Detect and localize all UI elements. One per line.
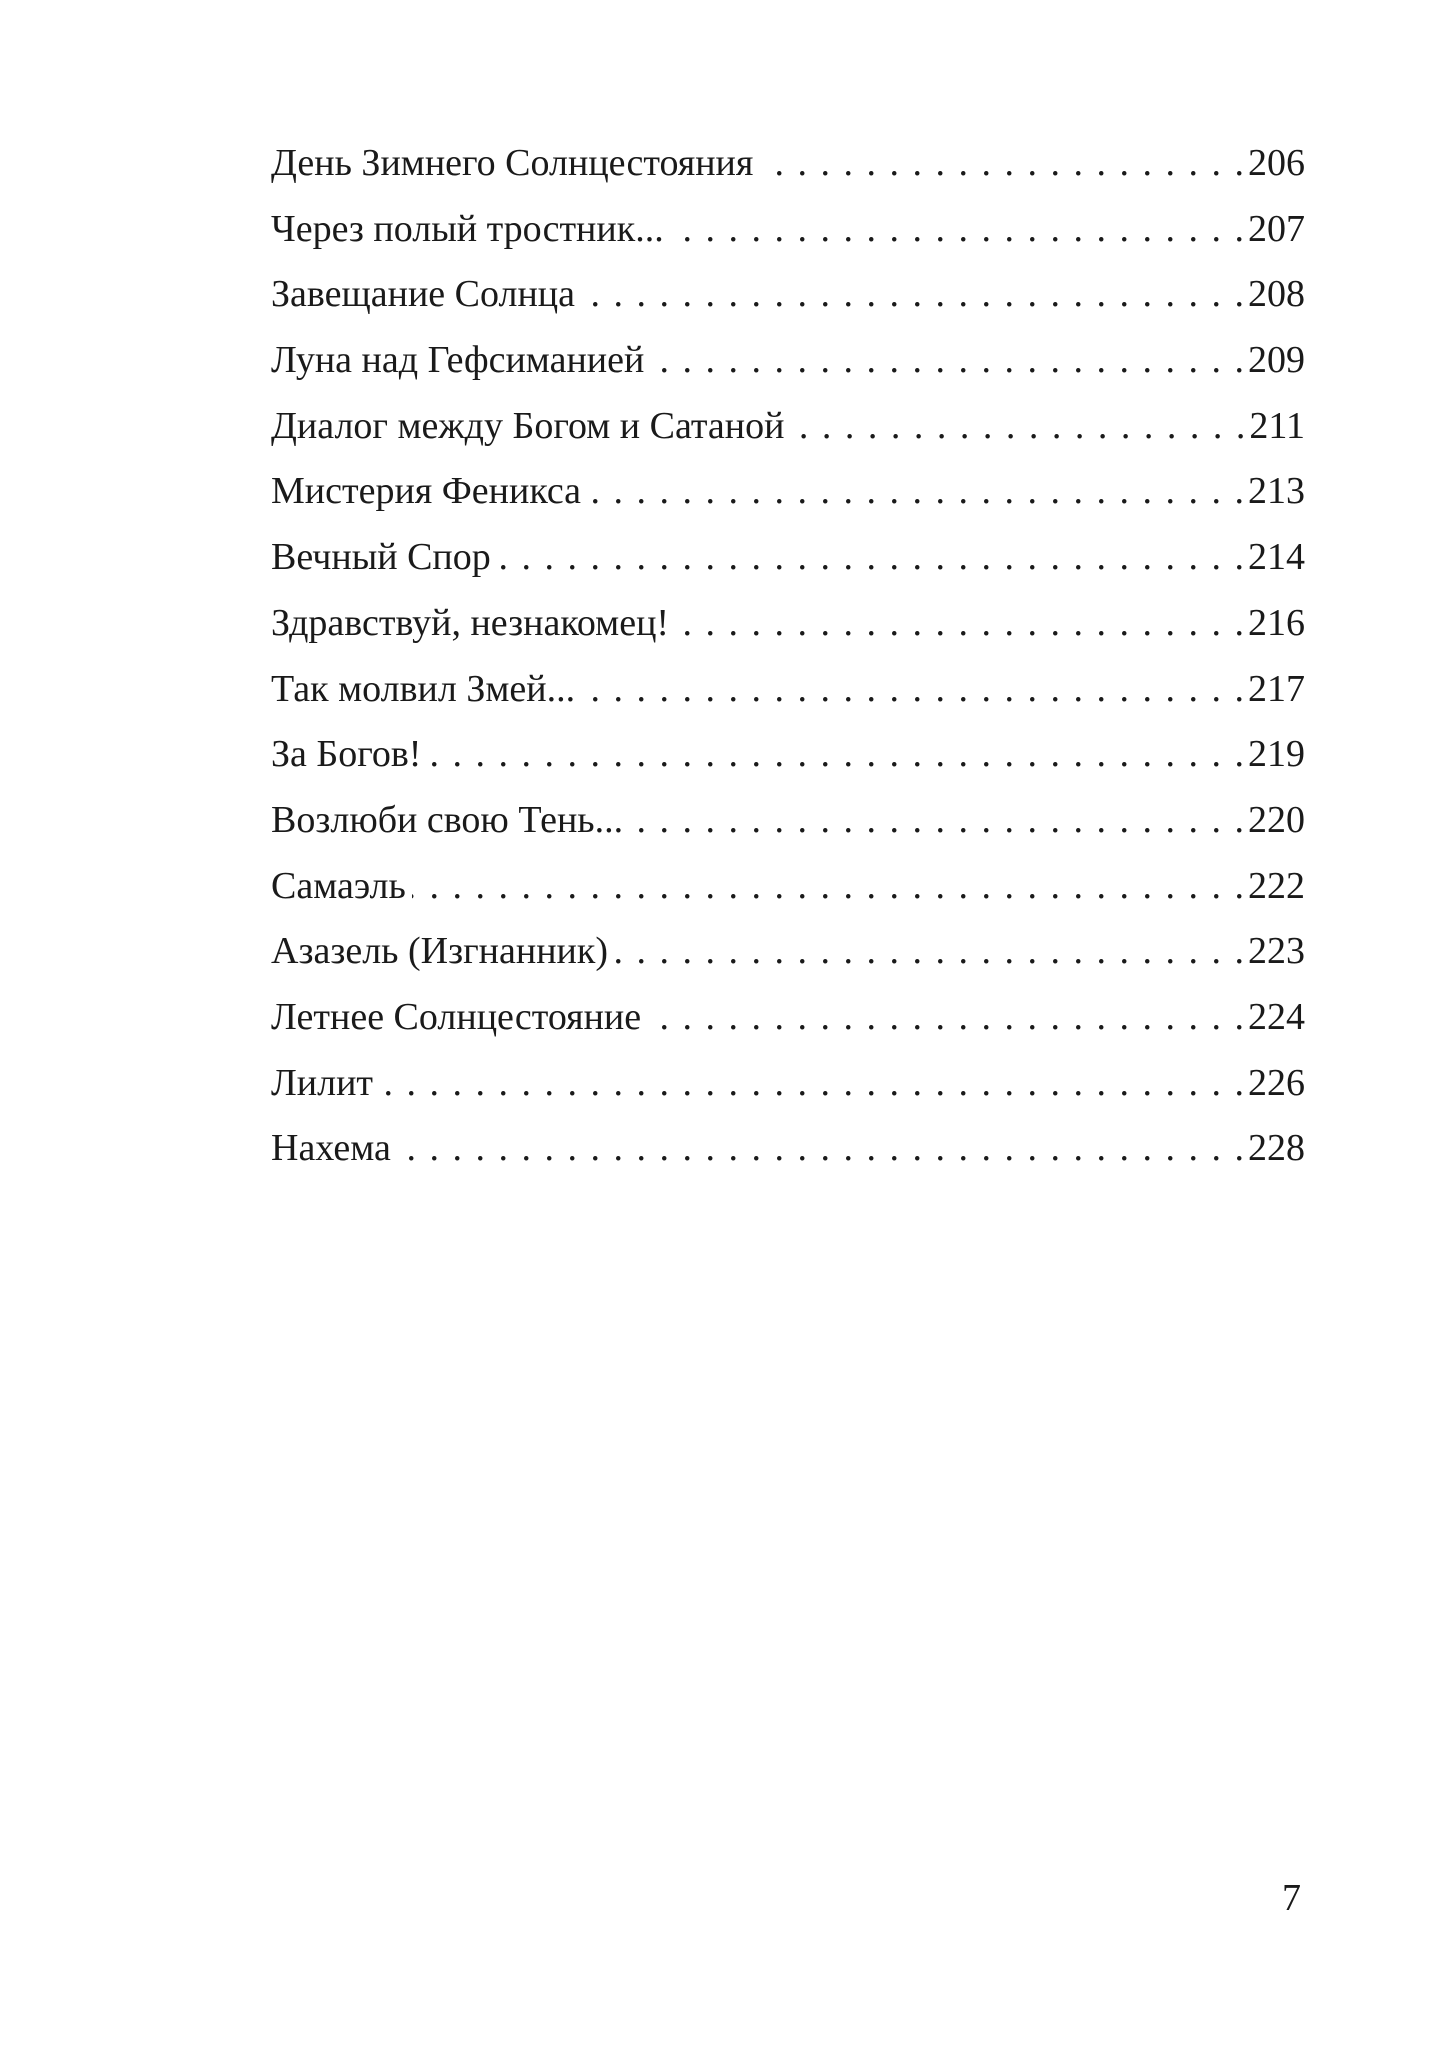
toc-dot-leader	[412, 854, 1244, 920]
toc-entry-page: 223	[1248, 930, 1305, 973]
toc-dot-leader	[650, 328, 1244, 394]
toc-entry-page: 220	[1248, 798, 1305, 841]
toc-entry[interactable]	[271, 722, 1305, 788]
toc-dot-leader	[581, 262, 1244, 328]
toc-dot-leader	[675, 591, 1244, 657]
toc-dot-leader	[397, 1116, 1244, 1182]
toc-entry-title: Мистерия Феникса	[271, 470, 582, 513]
toc-entry[interactable]	[271, 1116, 1305, 1182]
toc-entry[interactable]	[271, 657, 1305, 723]
toc-entry[interactable]	[271, 591, 1305, 657]
toc-entry[interactable]	[271, 328, 1305, 394]
toc-entry-page: 213	[1248, 470, 1305, 513]
toc-dot-leader	[614, 919, 1244, 985]
toc-dot-leader	[379, 1051, 1244, 1117]
toc-entry-page: 214	[1248, 536, 1305, 579]
toc-entry[interactable]	[271, 197, 1305, 263]
toc-dot-leader	[497, 525, 1244, 591]
toc-dot-leader	[790, 394, 1245, 460]
toc-entry[interactable]	[271, 262, 1305, 328]
toc-entry-title: Нахема	[271, 1127, 391, 1170]
toc-dot-leader	[581, 657, 1244, 723]
toc-dot-leader	[647, 985, 1244, 1051]
toc-entry-page: 226	[1248, 1061, 1305, 1104]
toc-entry[interactable]	[271, 1051, 1305, 1117]
toc-entry[interactable]	[271, 985, 1305, 1051]
toc-entry-page: 219	[1248, 733, 1305, 776]
toc-entry-title: Диалог между Богом и Сатаной	[271, 404, 785, 447]
toc-entry-title: Лилит	[271, 1061, 374, 1104]
toc-entry-page: 228	[1248, 1127, 1305, 1170]
toc-entry-title: Через полый тростник...	[271, 207, 664, 250]
toc-entry[interactable]	[271, 131, 1305, 197]
toc-entry-title: Завещание Солнца	[271, 273, 575, 316]
toc-entry[interactable]	[271, 919, 1305, 985]
toc-entry-page: 222	[1248, 864, 1305, 907]
toc-entry-title: Здравствуй, незнакомец!	[271, 601, 670, 644]
toc-entry[interactable]	[271, 788, 1305, 854]
toc-entry-title: Возлюби свою Тень...	[271, 798, 624, 841]
toc-entry-page: 208	[1248, 273, 1305, 316]
toc-entry-page: 211	[1249, 404, 1305, 447]
page-number: 7	[1282, 1877, 1301, 1919]
toc-entry-page: 207	[1248, 207, 1305, 250]
toc-dot-leader	[759, 131, 1244, 197]
toc-entry-page: 209	[1248, 339, 1305, 382]
toc-entry-title: День Зимнего Солнцестояния	[271, 142, 754, 184]
toc-entry[interactable]	[271, 394, 1305, 460]
toc-entry-title: Вечный Спор	[271, 536, 491, 579]
toc-entry-page: 216	[1248, 601, 1305, 644]
toc-entry-page: 206	[1248, 142, 1305, 184]
toc-entry-title: Так молвил Змей...	[271, 667, 576, 710]
toc-dot-leader	[427, 722, 1244, 788]
toc-dot-leader	[587, 459, 1244, 525]
toc-entry-page: 224	[1248, 995, 1305, 1038]
toc-entry-page: 217	[1248, 667, 1305, 710]
table-of-contents	[271, 131, 1305, 1182]
toc-entry-title: Азазель (Изгнанник)	[271, 930, 609, 973]
toc-entry-title: За Богов!	[271, 733, 422, 776]
toc-entry[interactable]	[271, 459, 1305, 525]
toc-entry-title: Луна над Гефсиманией	[271, 339, 645, 382]
toc-dot-leader	[629, 788, 1244, 854]
toc-entry[interactable]	[271, 854, 1305, 920]
toc-entry[interactable]	[271, 525, 1305, 591]
toc-dot-leader	[670, 197, 1244, 263]
toc-entry-title: Летнее Солнцестояние	[271, 995, 642, 1038]
toc-entry-title: Самаэль	[271, 864, 406, 907]
